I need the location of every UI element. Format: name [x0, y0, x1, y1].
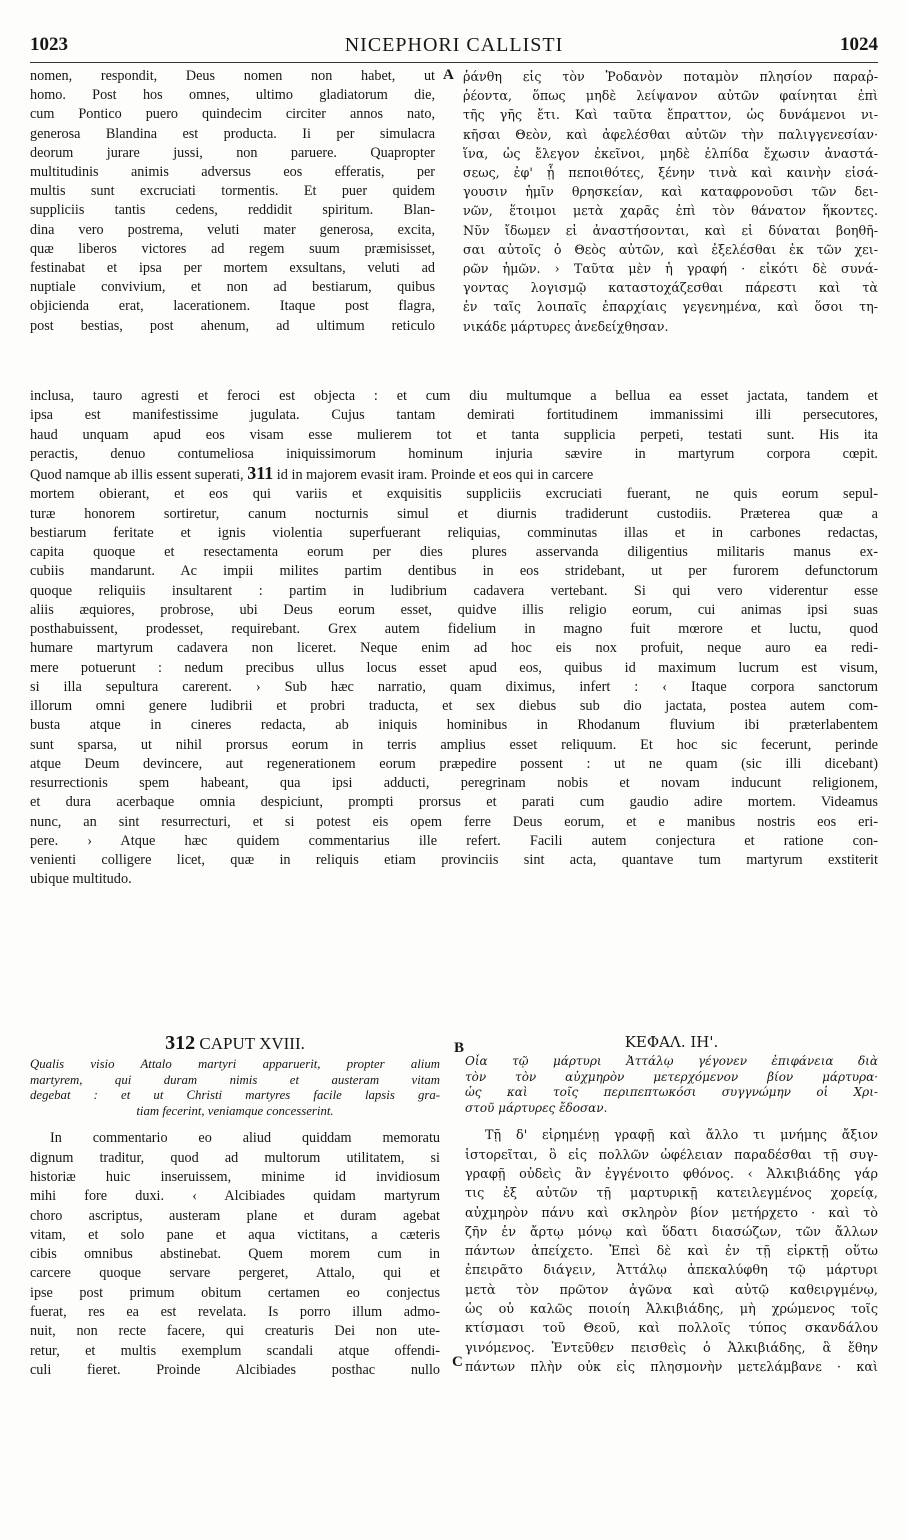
- latin-chapter-body: [30, 1129, 440, 1380]
- text-line: γινόμενος. Ἐντεῦθεν πεισθεὶς ὁ Ἀλκιβιάδης, ἃ ἔθην: [465, 1340, 878, 1356]
- text-line: nomen, respondit, Deus nomen non habet, ut: [30, 68, 435, 84]
- latin-column-top: [30, 67, 435, 336]
- text-line: retur, et multis exemplum scandali atque offendi-: [30, 1342, 440, 1359]
- text-line: atque Deum devincere, aut regenerationem eorum præpedire possent : ut ne quam (sic illi dicebant): [30, 755, 878, 772]
- text-line: γοντας λογισμῷ καταστοχάζεσθαι πάρεστι καὶ τὰ: [463, 280, 878, 296]
- text-line: σαι αὐτοῖς ὁ Θεὸς αὐτῶν, καὶ ἐξελέσθαι ἐκ τῶν χει-: [463, 241, 878, 257]
- text-line: mortem obierant, et eos qui variis et exquisitis suppliciis excruciati fuerant, ne quis eorum sepul-: [30, 486, 878, 503]
- greek-chapter: [465, 1032, 878, 1377]
- text-line: aliis æquiores, probrose, ubi Deus eorum esset, quidve illis religio eorum, cui animas ipsi suas: [30, 601, 878, 618]
- text-line: dina vero postrema, veluti mater generosa, excita,: [30, 221, 435, 238]
- text-line: capita quoque et resectamenta eorum per dies plures asservanda diligentius militaris manus ex-: [30, 544, 878, 560]
- text-line: choro ascriptus, austeram plane et duram agebat: [30, 1207, 440, 1224]
- chapter-summary-line: στοῦ μάρτυρες ἔδοσαν.: [465, 1100, 608, 1115]
- text-line: cum Pontico puero quindecim circiter annos nato,: [30, 106, 435, 123]
- chapter-title: CAPUT XVIII.: [199, 1034, 305, 1053]
- text-line: μετὰ τὸν πρῶτον ἀγῶνα καὶ αὐτῷ καθειργμένῳ,: [465, 1282, 878, 1298]
- page: [30, 28, 878, 1378]
- text-line: historiæ huic inseruissem, minime id invidiosum: [30, 1168, 440, 1185]
- text-line: pere. › Atque hæc quidem commentarius ille refert. Facili autem conjectura et ratione con-: [30, 832, 878, 849]
- text-line: deorum jurare jussi, non paruere. Quapropter: [30, 144, 435, 161]
- text-line: cibis omnibus abstinebat. Quem morem cum in: [30, 1246, 440, 1263]
- text-line: resurrectionis spem habeant, qua ipsi adducti, peregrinam nobis et novam inducunt religionem,: [30, 775, 878, 791]
- text-line: dignum traditur, quod ad multorum utilitatem, si: [30, 1149, 440, 1166]
- latin-chapter: [30, 1032, 440, 1380]
- marginal-letter-a: A: [443, 67, 454, 83]
- text-line: vitam, et solo pane et aqua victitans, a cæteris: [30, 1226, 440, 1243]
- text-line: homo. Post hos omnes, ultimo gladiatorum die,: [30, 87, 435, 104]
- marginal-letter-b: B: [454, 1040, 465, 1056]
- text-line: ipsa est manifestissime jugulata. Cujus tantam demirati fortitudinem immanissimi illi persecutores,: [30, 407, 878, 424]
- greek-column-top: [463, 67, 878, 336]
- text-line: nuptiale convivium, et non ad bestiarum, quibus: [30, 279, 435, 296]
- text-line: νῶν, ἕτοιμοι μετὰ χαρᾶς ἐπὶ τὸν θάνατον ἥκοντες.: [463, 203, 878, 219]
- column-number-left: 1023: [30, 34, 68, 55]
- text-line: carcere quoque servare pergeret, Attalo, qui et: [30, 1265, 440, 1282]
- chapter-summary-line: Οἷα τῷ μάρτυρι Ἀττάλῳ γέγονεν ἐπιφάνεια διὰ: [465, 1054, 878, 1068]
- text-line: multis sunt excruciati tormentis. Et puer quidem: [30, 183, 435, 200]
- text-line: suppliciis tantis cedens, reddidit spiritum. Blan-: [30, 202, 435, 219]
- chapter-summary-line: tiam fecerint, veniamque concesserint.: [136, 1103, 334, 1118]
- original-page-number: 312: [165, 1032, 196, 1054]
- text-line: objicienda erat, lacerationem. Itaque post flagra,: [30, 298, 435, 315]
- text-line: κτίσμασι τοῦ Θεοῦ, καὶ πολλοῖς τύπος σκανδάλου: [465, 1321, 878, 1337]
- chapter-summary-line: τὸν τὸν αὐχμηρὸν μετερχόμενον βίον μάρτυρα·: [465, 1069, 878, 1084]
- text-line: et dura acerbaque omnia despiciunt, prompti prorsus et parati cum gaudio adire mortem. Videamus: [30, 794, 878, 811]
- chapter-section: [30, 1032, 878, 1472]
- text-line: quoque reliquiis insultarent : partim in ludibrium cadavera vertebant. Si qui vero viderentur esse: [30, 582, 878, 599]
- text-line: nuit, non recte facere, qui creaturis Dei non ute-: [30, 1323, 440, 1340]
- text-line: venienti colligere licet, quæ in reliquis etiam provinciis sint acta, quantave tum martyrum exstiterit: [30, 852, 878, 868]
- top-two-columns: [30, 67, 878, 387]
- column-number-right: 1024: [840, 34, 878, 55]
- text-line: haud unquam apud eos visam esse mulierem tot et tanta supplicia perpeti, testati sunt. His ita: [30, 426, 878, 443]
- text-line: nunc, an sint resurrecturi, et si potest eis opem ferre Deus eorum, et e manibus nostris eos eri-: [30, 813, 878, 830]
- text-line: ipse post primum obitum certamen eo conjectus: [30, 1284, 440, 1301]
- text-line: γουσιν ἡμῖν θρησκείαν, καὶ καταφρονοῦσι τῶν δει-: [463, 184, 878, 200]
- text-line: peractis, denuo contumeliosa iniquissimorum hominum injuria sævire in martyrum corpora cœpit.: [30, 445, 878, 462]
- text-line: ρῶν ἡμῶν. › Ταῦτα μὲν ἡ γραφή · εἰκότι δὲ συνά-: [463, 261, 878, 277]
- greek-chapter-body: [465, 1126, 878, 1377]
- text-line: γραφῇ οὐδεὶς ἂν ἐγγένοιτο φθόνος. ‹ Ἀλκιβιάδης γάρ: [465, 1166, 878, 1182]
- text-line: turæ honorem sortiretur, canum nocturnis simul et diurnis tradiderunt custodiis. Præterea quæ a: [30, 505, 878, 522]
- original-page-number: 311: [247, 464, 274, 483]
- text-line: ἱστορεῖται, ὃ εἰς πολλῶν ὠφέλειαν παραδέσθαι τῇ συγ-: [465, 1147, 878, 1163]
- text-line: illorum omni genere ludibrii et probri traducta, et sex diebus sub dio jactata, postea autem com-: [30, 698, 878, 714]
- chapter-title: ΚΕΦΑΛ. ΙΗ'.: [624, 1033, 719, 1051]
- full-width-latin: [30, 387, 878, 890]
- text-line: quæ liberos victores ad regem suum præmisisset,: [30, 240, 435, 257]
- text-line: πάντων ἀπείχετο. Ἐπεὶ δὲ καὶ ἐν τῇ εἱρκτῇ οὕτω: [465, 1244, 878, 1260]
- marginal-letter-c: C: [452, 1354, 463, 1370]
- running-title: NICEPHORI CALLISTI: [344, 34, 564, 56]
- text-line: multitudinis animis adversus eos efferatis, per: [30, 164, 435, 181]
- text-line: τῆς γῆς ἔτι. Καὶ ταῦτα ἔπραττον, ὡς δυνάμενοι νι-: [463, 107, 878, 123]
- text-line: fuerat, res ea est revelata. Is porro illum admo-: [30, 1304, 440, 1321]
- chapter-heading-greek: [465, 1032, 878, 1052]
- text-line: πάντων πλὴν οὐκ εἰς πλησμονὴν μετελάμβανε · καὶ: [465, 1359, 878, 1375]
- text-line: σεως, ἐφ' ᾗ πεποιθότες, ξένην τινὰ καὶ καινὴν εἰσά-: [463, 165, 878, 181]
- text-line: humare martyrum cadavera non liceret. Neque enim ad hoc eis nox profuit, neque auro ea redi-: [30, 640, 878, 657]
- text-line: post bestias, post ahenum, ad ultimum reticulo: [30, 317, 435, 334]
- text-line: cubiis mandarunt. Ac impii milites partim dentibus in eos stridebant, ut per furorem defunctorum: [30, 563, 878, 580]
- text-line: sunt sparsa, ut nihil prorsus eorum in terris amplius esset reliquum. Et hoc sic fecerunt, perinde: [30, 736, 878, 753]
- chapter-summary-line: degebat : et ut Christi martyres facile lapsis gra-: [30, 1088, 440, 1103]
- text-line-with-page-number: [30, 464, 878, 485]
- text-line: ἐν ταῖς λοιπαῖς ἐπαρχίαις γεγενημένα, καὶ ὅσοι τη-: [463, 299, 878, 315]
- text-line: generosa Blandina est producta. Ii per simulacra: [30, 125, 435, 142]
- text-line: νικάδε μάρτυρες ἀνεδείχθησαν.: [463, 318, 669, 334]
- text-line: inclusa, tauro agresti et feroci est objecta : et cum diu multumque a bellua ea esset jactata, tandem et: [30, 388, 878, 404]
- text-line: bestiarum feritate et ignis violentia superfuerant reliquias, comminutas illas et in carbones redactas,: [30, 524, 878, 541]
- page-header: [30, 28, 878, 63]
- chapter-summary-line: Qualis visio Attalo martyri apparuerit, propter alium: [30, 1057, 440, 1071]
- text-fragment: id in majorem evasit iram. Proinde et eos qui in carcere: [276, 467, 594, 483]
- text-line: ὡς οὐ καλῶς ποιοίη Ἀλκιβιάδης, μὴ χρώμενος τοῖς: [465, 1302, 878, 1318]
- text-line: Νῦν ἴδωμεν εἰ ἀναστήσονται, καὶ εἰ δύναται βοηθῆ-: [463, 222, 878, 238]
- text-line: ἵνα, ὡς ἔλεγον ἐκεῖνοι, μηδὲ ἐλπίδα ἔχωσιν ἀναστά-: [463, 145, 878, 161]
- text-line: Τῇ δ' εἰρημένῃ γραφῇ καὶ ἄλλο τι μνήμης ἄξιον: [485, 1128, 878, 1144]
- chapter-summary-line: ὡς καὶ τοῖς περιπεπτωκόσι συγγνώμην οἱ Χρι-: [465, 1085, 878, 1100]
- text-line: si illa sepultura carerent. › Sub hæc narratio, quam diximus, infert : ‹ Itaque corpora sanctorum: [30, 678, 878, 695]
- text-line: ῥέοντα, ὅπως μηδὲ λείψανον αὐτῶν φαίνηται ἐπὶ: [463, 88, 878, 104]
- text-line: τις ἐξ αὐτῶν τῇ μαρτυρικῇ κατειλεγμένος χορείᾳ,: [465, 1186, 878, 1202]
- text-line: ζῆν ἐν ἄρτῳ μόνῳ καὶ ὕδατι διασώζων, τῶν ἄλλων: [465, 1224, 878, 1240]
- text-line: ἐπειρᾶτο διάγειν, Ἀττάλῳ ἀπεκαλύφθη τῷ μάρτυρι: [465, 1263, 878, 1279]
- text-line: festinabat et ipsa per mortem exsultans, veluti ad: [30, 260, 435, 277]
- text-line: ῥάνθη εἰς τὸν Ῥοδανὸν ποταμὸν πλησίον παραῤ-: [463, 69, 878, 84]
- text-line: culi fieret. Proinde Alcibiades posthac nullo: [30, 1361, 440, 1378]
- text-line: busta atque in cineres redacta, ab iniquis hominibus in Rhodanum fluvium ibi præterlabentem: [30, 717, 878, 734]
- text-line: In commentario eo aliud quiddam memoratu: [50, 1130, 440, 1147]
- text-fragment: Quod namque ab illis essent superati,: [30, 467, 244, 483]
- text-line: posthabuissent, prodesset, requirebant. Grex autem fidelium in magno fuit mœrore et luctu, quod: [30, 621, 878, 637]
- text-line: mere potuerunt : nedum precibus ullus locus esset apud eos, quibus id maximum lucrum est visum,: [30, 659, 878, 676]
- chapter-summary-line: martyrem, qui duram nimis et austeram vitam: [30, 1072, 440, 1087]
- chapter-heading-latin: [30, 1032, 440, 1055]
- text-line: ubique multitudo.: [30, 871, 132, 888]
- text-line: mihi fore duxi. ‹ Alcibiades quidam martyrum: [30, 1188, 440, 1205]
- text-line: αὐχμηρὸν πάνυ καὶ σκληρὸν βίον μετήρχετο · καὶ τὸ: [465, 1205, 878, 1221]
- text-line: κῆσαι Θεὸν, καὶ ἀφελέσθαι αὐτῶν τὴν παλιγγενεσίαν·: [463, 126, 878, 142]
